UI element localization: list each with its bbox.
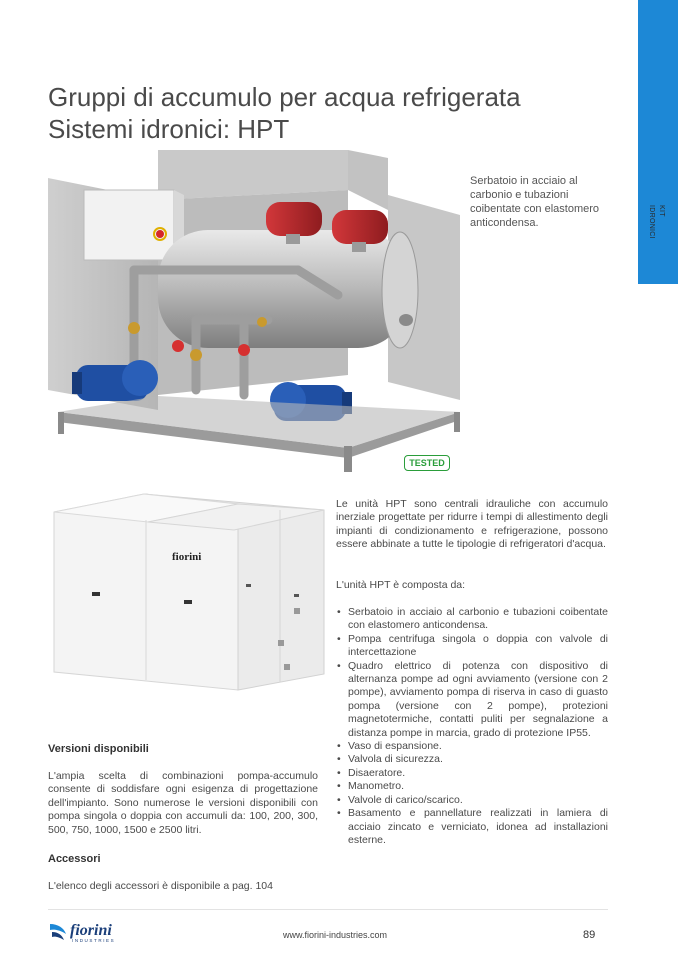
list-item: • Vaso di espansione. xyxy=(336,740,608,753)
versions-heading: Versioni disponibili xyxy=(48,743,149,755)
accessories-paragraph: L'elenco degli accessori è disponibile a pag. 104 xyxy=(48,880,273,892)
list-item: • Basamento e pannellature realizzati in lamiera di acciaio zincato e verniciato, idonea ad installazioni esterne. xyxy=(336,807,608,847)
intro-paragraph: Le unità HPT sono centrali idrauliche con accumulo inerziale progettate per ridurre i tempi di allestimento degli impianti di condizionamento e refrigerazione, possono essere abbinate a tutte le tipologie di refrigeratori d'acqua. xyxy=(336,498,608,551)
list-item: • Serbatoio in acciaio al carbonio e tubazioni coibentate con elastomero anticondensa. xyxy=(336,606,608,633)
page-title-line1: Gruppi di accumulo per acqua refrigerata xyxy=(48,82,521,113)
list-item: • Pompa centrifuga singola o doppia con valvole di intercettazione xyxy=(336,633,608,660)
list-item: • Manometro. xyxy=(336,780,608,793)
section-tab-label-line2: IDRONICI xyxy=(648,205,655,239)
list-item: • Valvole di carico/scarico. xyxy=(336,794,608,807)
fiorini-logo[interactable] xyxy=(48,920,130,944)
panel-handle-center xyxy=(184,600,192,604)
panel-handle-left xyxy=(92,592,100,596)
cabinet-brand-logo: fiorini xyxy=(172,551,202,563)
footer-divider xyxy=(48,909,608,910)
section-tab-label-line1: KIT xyxy=(658,205,665,217)
hpt-cabinet-illustration xyxy=(48,490,330,700)
base-frame xyxy=(58,396,460,472)
fiorini-logo-icon xyxy=(48,922,70,942)
feature-list xyxy=(336,606,608,847)
list-item: • Quadro elettrico di potenza con dispositivo di alternanza pompe ad ogni avviamento (versione con 2 pompe), avviamento pompa di riserva in caso di guasto pompa (versione con 2 pompe), protezioni magnetotermiche, contatti puliti per segnalazione a distanza pompe in marcia, grado di protezione IP55. xyxy=(336,660,608,740)
pump-left xyxy=(72,360,158,401)
section-tab-label xyxy=(638,205,678,275)
tested-badge: TESTED xyxy=(404,455,450,471)
page-title-line2: Sistemi idronici: HPT xyxy=(48,114,290,145)
hpt-unit-illustration xyxy=(48,150,468,480)
logo-subtitle: INDUSTRIES xyxy=(72,938,116,943)
list-item: • Disaeratore. xyxy=(336,767,608,780)
list-item: • Valvola di sicurezza. xyxy=(336,753,608,766)
image-caption: Serbatoio in acciaio al carbonio e tubazioni coibentate con elastomero anticondensa. xyxy=(470,175,600,229)
logo-wordmark: fiorini xyxy=(70,922,112,939)
accessories-heading: Accessori xyxy=(48,853,101,865)
page-title xyxy=(48,81,521,145)
footer-website-link[interactable]: www.fiorini-industries.com xyxy=(283,930,388,940)
page-number: 89 xyxy=(583,929,596,941)
versions-paragraph: L'ampia scelta di combinazioni pompa-accumulo consente di soddisfare ogni esigenza di progettazione dell'impianto. Sono numerose le versioni disponibili con pompa singola o doppia con accumuli da: 100, 200, 300, 500, 750, 1000, 1500 e 2500 litri. xyxy=(48,770,318,836)
composition-title: L'unità HPT è composta da: xyxy=(336,579,466,591)
